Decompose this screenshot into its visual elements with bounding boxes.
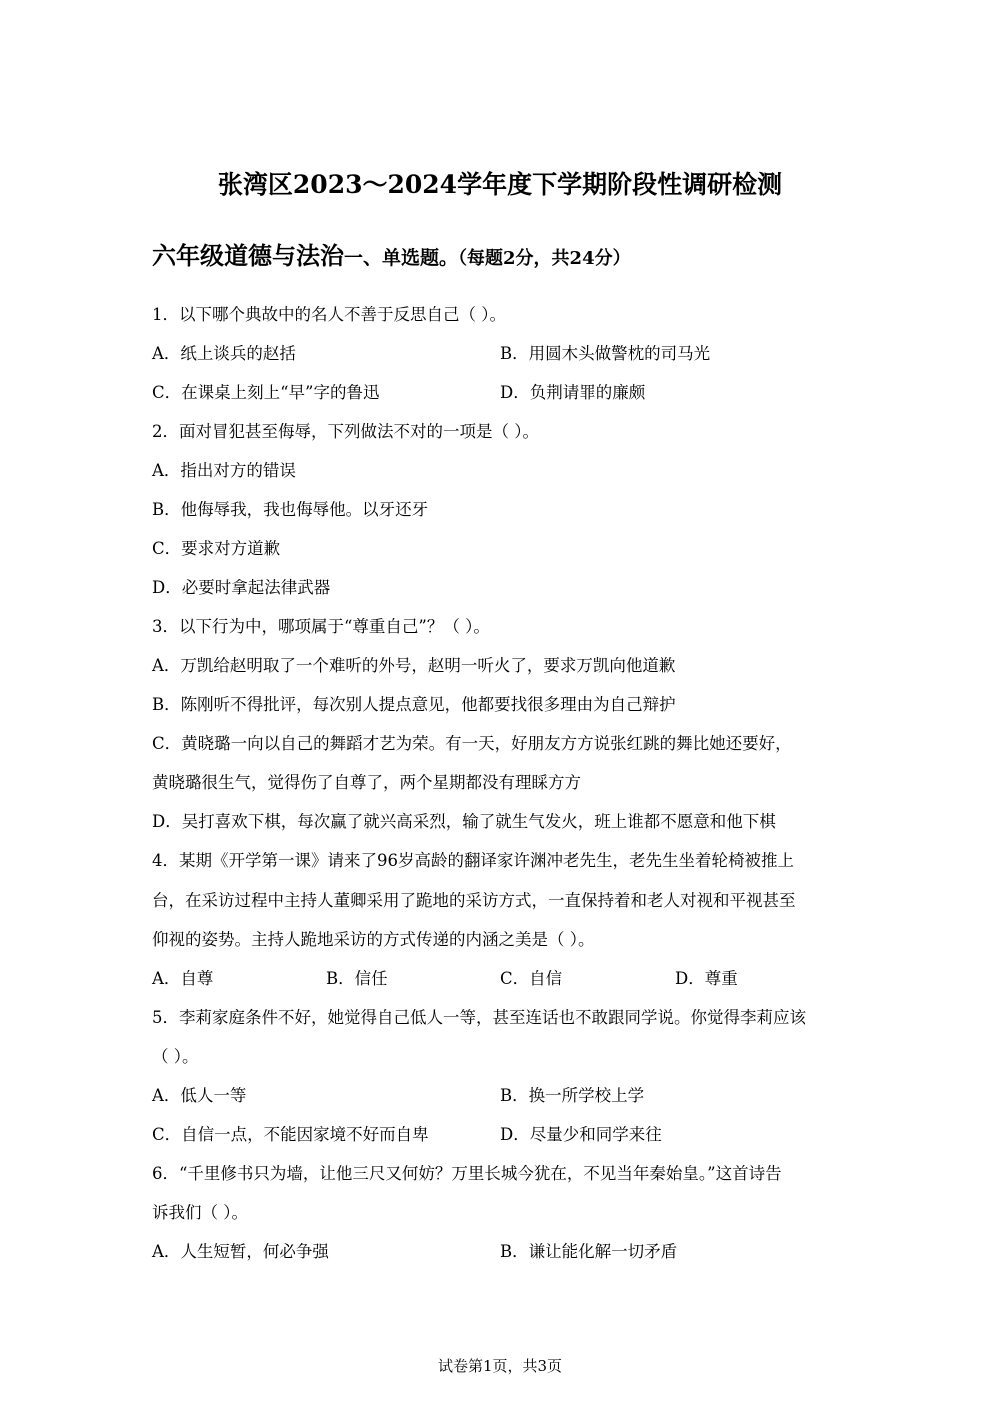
question-1-stem: 1．以下哪个典故中的名人不善于反思自己（ ）。 <box>152 305 506 324</box>
page-footer: 试卷第1页，共3页 <box>437 1357 563 1375</box>
question-2-option-c: C．要求对方道歉 <box>152 539 281 558</box>
question-1-option-c: C．在课桌上刻上“早”字的鲁迅 <box>152 383 380 402</box>
score-note: （每题2分，共24分） <box>458 248 631 269</box>
question-4-option-a: A．自尊 <box>152 969 214 988</box>
question-6-stem-line-2: 诉我们（ ）。 <box>152 1203 248 1222</box>
question-6-option-a: A．人生短暂，何必争强 <box>152 1242 329 1261</box>
section-heading <box>152 238 631 277</box>
part-label: 一、单选题。 <box>344 247 459 269</box>
question-4-option-d: D．尊重 <box>675 969 738 988</box>
question-5-stem-line-1: 5．李莉家庭条件不好，她觉得自己低人一等，甚至连话也不敢跟同学说。你觉得李莉应该 <box>152 1008 806 1027</box>
question-1-option-a: A．纸上谈兵的赵括 <box>152 344 296 363</box>
question-4-stem-line-2: 台，在采访过程中主持人董卿采用了跪地的采访方式，一直保持着和老人对视和平视甚至 <box>152 891 796 910</box>
question-5-option-d: D．尽量少和同学来往 <box>500 1125 662 1144</box>
question-3-stem: 3．以下行为中，哪项属于“尊重自己”？（ ）。 <box>152 617 490 636</box>
question-3-option-a: A．万凯给赵明取了一个难听的外号，赵明一听火了，要求万凯向他道歉 <box>152 656 676 675</box>
question-4-stem-line-3: 仰视的姿势。主持人跪地采访的方式传递的内涵之美是（ ）。 <box>152 930 595 949</box>
question-6-option-b: B．谦让能化解一切矛盾 <box>500 1242 678 1261</box>
question-4-stem-line-1: 4．某期《开学第一课》请来了96岁高龄的翻译家许渊冲老先生，老先生坐着轮椅被推上 <box>152 851 794 870</box>
question-4-option-b: B．信任 <box>326 969 388 988</box>
question-3-option-c-cont: 黄晓璐很生气，觉得伤了自尊了，两个星期都没有理睬方方 <box>152 773 581 792</box>
question-3-option-b: B．陈刚听不得批评，每次别人提点意见，他都要找很多理由为自己辩护 <box>152 695 676 714</box>
question-3-option-c: C．黄晓璐一向以自己的舞蹈才艺为荣。有一天，好朋友方方说张红跳的舞比她还要好， <box>152 734 792 753</box>
question-2-option-d: D．必要时拿起法律武器 <box>152 578 331 597</box>
question-5-stem-line-2: （ ）。 <box>152 1047 199 1066</box>
question-1-option-d: D．负荆请罪的廉颇 <box>500 383 646 402</box>
question-1-option-b: B．用圆木头做警枕的司马光 <box>500 344 711 363</box>
question-2-option-a: A．指出对方的错误 <box>152 461 296 480</box>
question-2-stem: 2．面对冒犯甚至侮辱，下列做法不对的一项是（ ）。 <box>152 422 539 441</box>
page-title: 张湾区2023～2024学年度下学期阶段性调研检测 <box>217 170 783 199</box>
question-3-option-d: D．吴打喜欢下棋，每次赢了就兴高采烈，输了就生气发火，班上谁都不愿意和他下棋 <box>152 812 776 831</box>
question-4-option-c: C．自信 <box>500 969 563 988</box>
question-5-option-c: C．自信一点，不能因家境不好而自卑 <box>152 1125 429 1144</box>
question-2-option-b: B．他侮辱我，我也侮辱他。以牙还牙 <box>152 500 429 519</box>
question-5-option-a: A．低人一等 <box>152 1086 247 1105</box>
question-6-stem-line-1: 6．“千里修书只为墙，让他三尺又何妨？万里长城今犹在，不见当年秦始皇。”这首诗告 <box>152 1164 782 1183</box>
grade-subject: 六年级道德与法治 <box>152 241 344 270</box>
question-5-option-b: B．换一所学校上学 <box>500 1086 645 1105</box>
